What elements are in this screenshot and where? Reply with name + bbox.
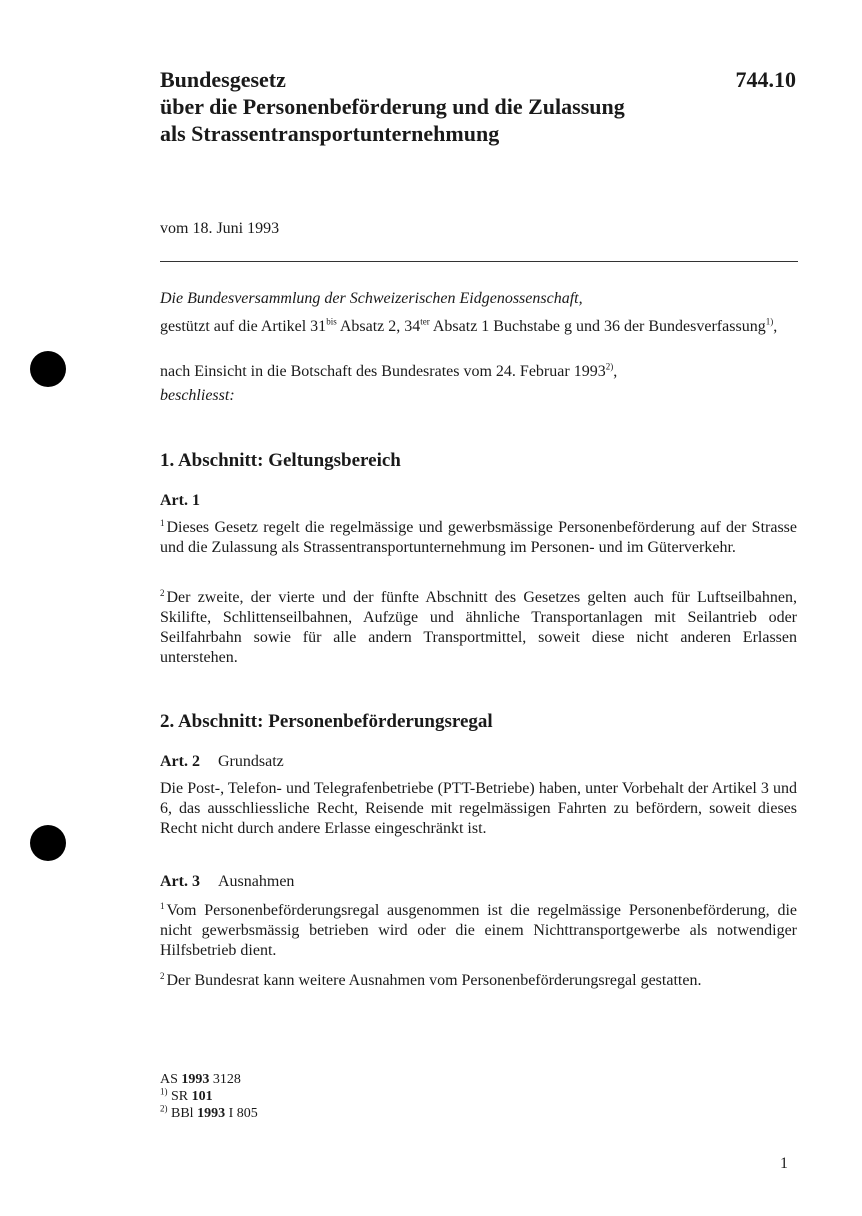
basis-text-b: Absatz 2, 34 [336,318,421,335]
paragraph-text: Dieses Gesetz regelt die regelmässige und gewerbsmässige Personenbeförderung auf der Strasse und die Zulassung als Strassentransportunternehmung im Personen- und im Güterverkehr. [160,519,797,556]
paragraph-number: 1 [160,517,165,528]
footnote-2-number: 2) [160,1103,168,1114]
paragraph-text: Der zweite, der vierte und der fünfte Abschnitt des Gesetzes gelten auch für Luftseilbahnen, Skilifte, Schlittenseilbahnen, Aufzüge und ähnliche Transportanlagen mit Seilantrieb oder Seilfahrbahn sowie für alle andern Transportmittel, soweit diese nicht anderen Erlassen unterstehen. [160,589,797,666]
basis-sup-bis: bis [326,316,337,327]
paragraph-number: 2 [160,970,165,981]
as-prefix: AS [160,1072,182,1087]
art-1-paragraph-1 [160,518,797,558]
as-page: 3128 [209,1072,241,1087]
message-footnote-ref: 2) [605,361,614,372]
as-year: 1993 [181,1072,210,1087]
preamble-message [160,362,797,382]
punch-hole-bottom [30,825,66,861]
footnote-1-number: 1) [160,1086,168,1097]
enactment-date: vom 18. Juni 1993 [160,220,280,237]
title-line-3: als Strassentransportunternehmung [160,121,500,146]
section-1-title: 1. Abschnitt: Geltungsbereich [160,450,401,471]
art-3-subject: Ausnahmen [217,873,295,890]
law-title [160,66,720,147]
art-2-subject: Grundsatz [217,753,284,770]
title-line-2: über die Personenbeförderung und die Zulassung [160,94,625,119]
art-3-label: Art. 3 [160,873,200,890]
punch-hole-top [30,351,66,387]
footnote-as [160,1071,241,1088]
title-divider [160,261,798,262]
message-text: nach Einsicht in die Botschaft des Bundesrates vom 24. Februar 1993 [160,363,606,380]
basis-text-a: gestützt auf die Artikel 31 [160,318,327,335]
preamble-basis [160,317,797,337]
footnote-2-prefix: BBl [167,1106,198,1121]
basis-text-end: , [773,318,778,335]
footnote-2-year: 1993 [197,1106,226,1121]
art-2-label: Art. 2 [160,753,200,770]
basis-text-c: Absatz 1 Buchstabe g und 36 der Bundesverfassung [429,318,766,335]
art-2-text: Die Post-, Telefon- und Telegrafenbetriebe (PTT-Betriebe) haben, unter Vorbehalt der Artikel 3 und 6, das ausschliessliche Recht, Reisende mit regelmässigen Fahrten zu befördern, soweit dieses Recht nicht durch andere Erlasse eingeschränkt ist. [160,780,797,837]
art-1-paragraph-2 [160,588,797,668]
art-3-paragraph-1 [160,901,797,961]
art-3-heading [160,873,294,891]
title-line-1: Bundesgesetz [160,67,286,92]
art-3-paragraph-2 [160,971,797,991]
footnote-2-page: I 805 [225,1106,258,1121]
footnote-1-prefix: SR [167,1089,192,1104]
paragraph-text: Der Bundesrat kann weitere Ausnahmen vom Personenbeförderungsregal gestatten. [166,972,702,989]
art-1-label: Art. 1 [160,492,200,509]
basis-sup-ter: ter [420,316,430,327]
preamble-decides: beschliesst: [160,387,235,404]
preamble-intro: Die Bundesversammlung der Schweizerischen Eidgenossenschaft, [160,290,583,307]
paragraph-number: 1 [160,900,165,911]
paragraph-number: 2 [160,587,165,598]
basis-footnote-ref: 1) [765,316,774,327]
page-number: 1 [780,1155,788,1172]
sr-number: 744.10 [735,67,796,92]
footnote-2 [160,1105,258,1122]
art-2-heading [160,753,284,771]
footnote-1-ref: 101 [191,1089,213,1104]
art-1-heading [160,492,218,510]
message-text-end: , [613,363,618,380]
paragraph-text: Vom Personenbeförderungsregal ausgenommen ist die regelmässige Personenbeförderung, die nicht gewerbsmässig betrieben wird oder die einem Nichttransportgewerbe als notwendiger Hilfsbetrieb dient. [160,902,797,959]
section-2-title: 2. Abschnitt: Personenbeförderungsregal [160,711,493,732]
